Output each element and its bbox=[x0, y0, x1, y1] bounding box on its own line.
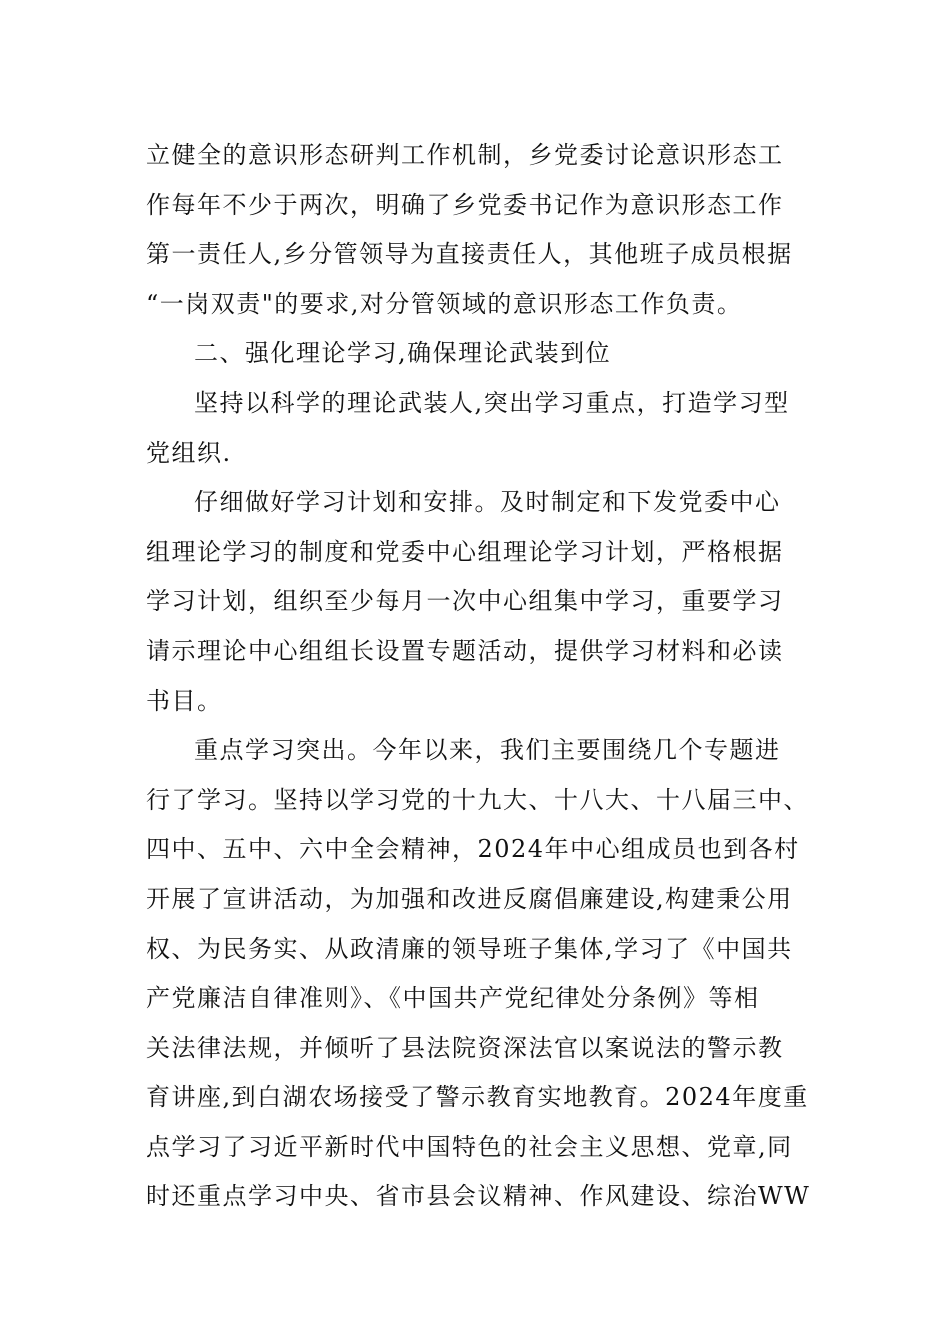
document-body bbox=[146, 131, 811, 1222]
text-line: “一岗双责"的要求,对分管领域的意识形态工作负责。 bbox=[146, 289, 743, 318]
text-line: 立健全的意识形态研判工作机制，乡党委讨论意识形态工 bbox=[146, 141, 784, 169]
text-line: 请示理论中心组组长设置专题活动，提供学习材料和必读 bbox=[146, 636, 784, 665]
text-line: 党组织. bbox=[146, 438, 232, 467]
text-line: 关法律法规，并倾听了县法院资深法官以案说法的警示教 bbox=[146, 1033, 784, 1062]
text-line: 第一责任人,乡分管领导为直接责任人，其他班子成员根据 bbox=[146, 240, 793, 269]
paragraph-first-line: 仔细做好学习计划和安排。及时制定和下发党委中心 bbox=[194, 488, 781, 517]
text-line: 四中、五中、六中全会精神，2024年中心组成员也到各村 bbox=[146, 835, 800, 864]
text-line: 时还重点学习中央、省市县会议精神、作风建设、综治WW bbox=[146, 1182, 811, 1211]
text-line: 权、为民务实、从政清廉的领导班子集体,学习了《中国共 bbox=[146, 934, 793, 963]
text-line: 行了学习。坚持以学习党的十九大、十八大、十八届三中、 bbox=[146, 785, 809, 814]
text-line: 组理论学习的制度和党委中心组理论学习计划，严格根据 bbox=[146, 537, 784, 566]
text-line: 学习计划，组织至少每月一次中心组集中学习，重要学习 bbox=[146, 587, 784, 616]
section-heading: 二、强化理论学习,确保理论武装到位 bbox=[194, 339, 612, 368]
text-line: 开展了宣讲活动，为加强和改进反腐倡廉建设,构建秉公用 bbox=[146, 884, 793, 913]
paragraph-first-line: 重点学习突出。今年以来，我们主要围绕几个专题进 bbox=[194, 736, 781, 765]
text-line: 产党廉洁自律准则》、《中国共产党纪律处分条例》等相 bbox=[146, 984, 760, 1013]
text-line: 育讲座,到白湖农场接受了警示教育实地教育。2024年度重 bbox=[146, 1083, 809, 1112]
text-line: 点学习了习近平新时代中国特色的社会主义思想、党章,同 bbox=[146, 1132, 793, 1161]
text-line: 书目。 bbox=[146, 686, 223, 715]
paragraph-first-line: 坚持以科学的理论武装人,突出学习重点，打造学习型 bbox=[194, 388, 790, 417]
text-line: 作每年不少于两次，明确了乡党委书记作为意识形态工作 bbox=[146, 190, 784, 219]
